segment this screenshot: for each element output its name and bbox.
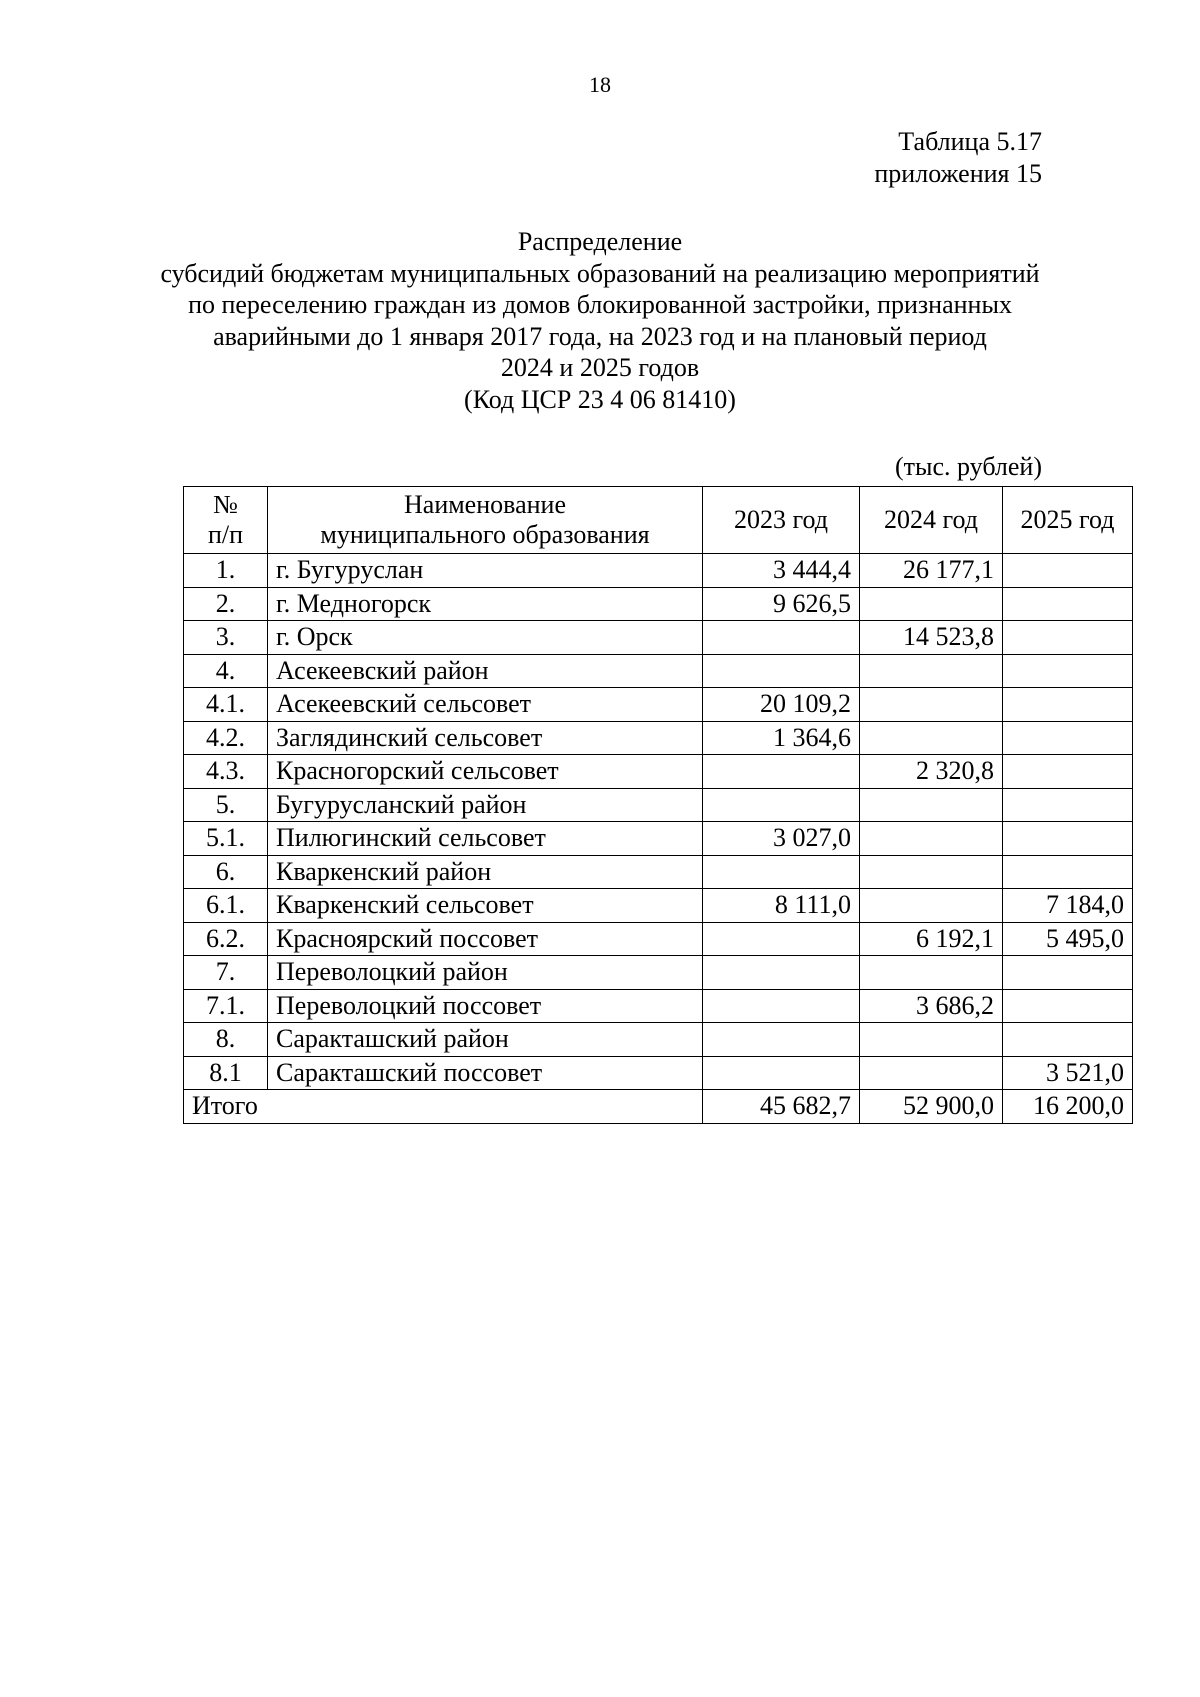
document-title <box>130 226 1070 415</box>
page-number: 18 <box>589 72 611 97</box>
header-number-line-1: № <box>213 490 238 519</box>
table-row <box>184 788 1133 822</box>
table-row <box>184 922 1133 956</box>
row-value-2025: 3 521,0 <box>1003 1056 1133 1090</box>
row-name: Асекеевский район <box>268 654 703 688</box>
title-line-2: субсидий бюджетам муниципальных образований на реализацию мероприятий <box>160 258 1040 288</box>
row-value-2023 <box>703 956 860 990</box>
row-name: г. Бугуруслан <box>268 554 703 588</box>
row-value-2024: 14 523,8 <box>860 621 1003 655</box>
row-name: г. Медногорск <box>268 587 703 621</box>
header-name-line-2: муниципального образования <box>320 520 650 549</box>
row-value-2025: 5 495,0 <box>1003 922 1133 956</box>
row-value-2025 <box>1003 788 1133 822</box>
row-value-2024 <box>860 587 1003 621</box>
row-number: 3. <box>184 621 268 655</box>
row-number: 6.2. <box>184 922 268 956</box>
row-name: г. Орск <box>268 621 703 655</box>
total-2023: 45 682,7 <box>703 1090 860 1124</box>
row-name: Кваркенский сельсовет <box>268 889 703 923</box>
table-row <box>184 654 1133 688</box>
table-ref-line-1: Таблица 5.17 <box>898 127 1042 156</box>
row-value-2025 <box>1003 554 1133 588</box>
title-line-1: Распределение <box>517 227 683 256</box>
row-value-2023: 20 109,2 <box>703 688 860 722</box>
row-number: 4. <box>184 654 268 688</box>
total-2024: 52 900,0 <box>860 1090 1003 1124</box>
row-value-2025 <box>1003 621 1133 655</box>
row-number: 6. <box>184 855 268 889</box>
row-value-2024 <box>860 654 1003 688</box>
row-number: 5. <box>184 788 268 822</box>
header-2024: 2024 год <box>860 487 1003 554</box>
row-number: 5.1. <box>184 822 268 856</box>
units-label: (тыс. рублей) <box>894 452 1042 481</box>
row-value-2024 <box>860 1023 1003 1057</box>
table-row <box>184 989 1133 1023</box>
table-row <box>184 889 1133 923</box>
row-value-2023 <box>703 755 860 789</box>
table-row <box>184 1056 1133 1090</box>
row-value-2024 <box>860 788 1003 822</box>
header-number <box>184 487 268 554</box>
row-value-2025 <box>1003 587 1133 621</box>
row-value-2025 <box>1003 822 1133 856</box>
row-value-2025 <box>1003 855 1133 889</box>
row-value-2024 <box>860 889 1003 923</box>
table-reference <box>874 126 1042 190</box>
row-name: Саракташский район <box>268 1023 703 1057</box>
row-value-2023: 1 364,6 <box>703 721 860 755</box>
row-number: 4.3. <box>184 755 268 789</box>
total-label: Итого <box>184 1090 703 1124</box>
row-value-2024 <box>860 1056 1003 1090</box>
row-name: Саракташский поссовет <box>268 1056 703 1090</box>
row-value-2025 <box>1003 755 1133 789</box>
header-2023: 2023 год <box>703 487 860 554</box>
row-name: Пилюгинский сельсовет <box>268 822 703 856</box>
row-number: 7. <box>184 956 268 990</box>
row-name: Бугурусланский район <box>268 788 703 822</box>
table-row <box>184 755 1133 789</box>
row-value-2024: 26 177,1 <box>860 554 1003 588</box>
table-row <box>184 822 1133 856</box>
row-number: 4.2. <box>184 721 268 755</box>
row-value-2025 <box>1003 654 1133 688</box>
row-value-2023 <box>703 654 860 688</box>
row-value-2025 <box>1003 1023 1133 1057</box>
title-line-4: аварийными до 1 января 2017 года, на 2023 год и на плановый период <box>213 321 987 351</box>
row-value-2023: 8 111,0 <box>703 889 860 923</box>
row-value-2024 <box>860 721 1003 755</box>
row-name: Заглядинский сельсовет <box>268 721 703 755</box>
table-body <box>184 554 1133 1090</box>
title-line-6: (Код ЦСР 23 4 06 81410) <box>464 384 736 414</box>
row-number: 4.1. <box>184 688 268 722</box>
row-value-2025 <box>1003 956 1133 990</box>
row-number: 8. <box>184 1023 268 1057</box>
row-value-2024: 6 192,1 <box>860 922 1003 956</box>
row-number: 8.1 <box>184 1056 268 1090</box>
row-value-2024 <box>860 688 1003 722</box>
total-row <box>184 1090 1133 1124</box>
row-value-2023 <box>703 855 860 889</box>
header-name <box>268 487 703 554</box>
total-2025: 16 200,0 <box>1003 1090 1133 1124</box>
header-name-line-1: Наименование <box>404 490 566 519</box>
row-value-2023 <box>703 1023 860 1057</box>
row-number: 6.1. <box>184 889 268 923</box>
title-line-5: 2024 и 2025 годов <box>500 353 700 382</box>
row-name: Кваркенский район <box>268 855 703 889</box>
row-number: 7.1. <box>184 989 268 1023</box>
row-number: 2. <box>184 587 268 621</box>
header-2025: 2025 год <box>1003 487 1133 554</box>
row-value-2023: 3 027,0 <box>703 822 860 856</box>
row-value-2023 <box>703 922 860 956</box>
table-row <box>184 721 1133 755</box>
row-value-2025 <box>1003 721 1133 755</box>
row-value-2024 <box>860 956 1003 990</box>
table-header-row <box>184 487 1133 554</box>
row-value-2025 <box>1003 989 1133 1023</box>
table-row <box>184 956 1133 990</box>
row-value-2023 <box>703 989 860 1023</box>
table-row <box>184 554 1133 588</box>
row-value-2024 <box>860 822 1003 856</box>
row-value-2023: 3 444,4 <box>703 554 860 588</box>
row-value-2023 <box>703 621 860 655</box>
row-value-2024 <box>860 855 1003 889</box>
row-name: Асекеевский сельсовет <box>268 688 703 722</box>
row-name: Переволоцкий поссовет <box>268 989 703 1023</box>
row-name: Переволоцкий район <box>268 956 703 990</box>
title-line-3: по переселению граждан из домов блокированной застройки, признанных <box>188 290 1012 319</box>
table-row <box>184 1023 1133 1057</box>
row-value-2024: 2 320,8 <box>860 755 1003 789</box>
table-row <box>184 621 1133 655</box>
table-row <box>184 688 1133 722</box>
row-value-2023: 9 626,5 <box>703 587 860 621</box>
row-name: Красногорский сельсовет <box>268 755 703 789</box>
row-value-2025 <box>1003 688 1133 722</box>
table-row <box>184 855 1133 889</box>
row-number: 1. <box>184 554 268 588</box>
row-value-2025: 7 184,0 <box>1003 889 1133 923</box>
row-value-2023 <box>703 788 860 822</box>
row-value-2024: 3 686,2 <box>860 989 1003 1023</box>
header-number-line-2: п/п <box>207 520 244 549</box>
row-value-2023 <box>703 1056 860 1090</box>
table-row <box>184 587 1133 621</box>
table-ref-line-2: приложения 15 <box>874 159 1042 188</box>
subsidy-table <box>183 486 1133 1124</box>
row-name: Красноярский поссовет <box>268 922 703 956</box>
